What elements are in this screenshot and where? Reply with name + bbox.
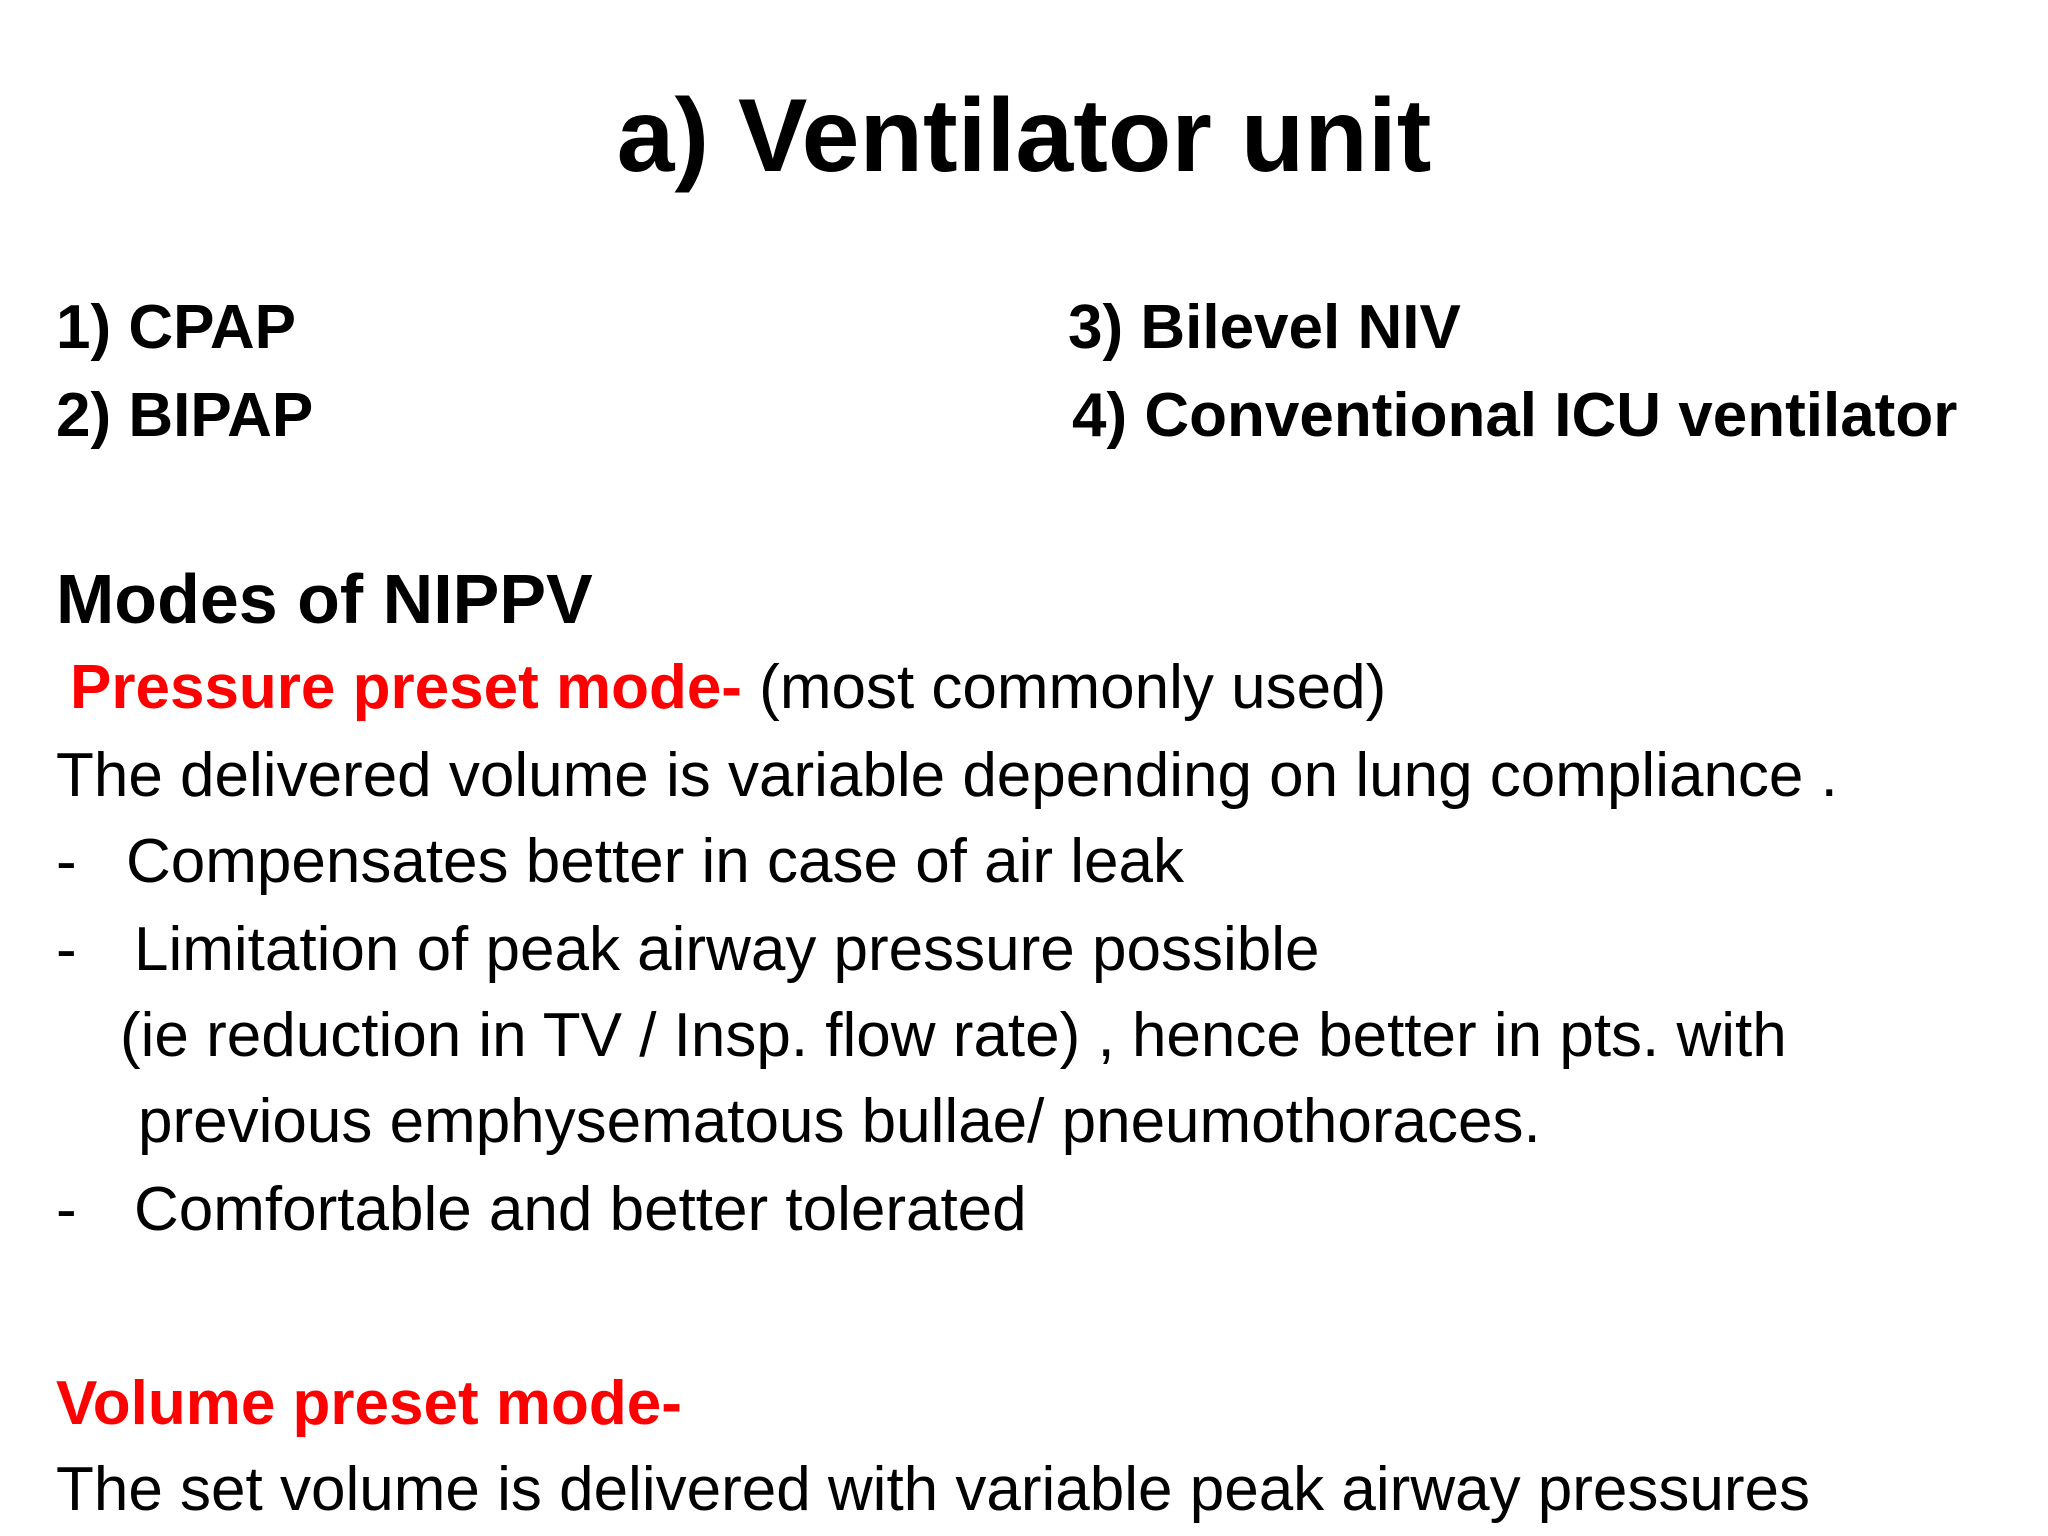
bullet-dash: - (56, 827, 77, 896)
pressure-continuation-1: (ie reduction in TV / Insp. flow rate) , hence better in pts. with (120, 1001, 1787, 1070)
pressure-mode-label: Pressure preset mode- (70, 653, 742, 722)
bullet-text: Comfortable and better tolerated (134, 1175, 1027, 1244)
volume-mode-description: The set volume is delivered with variable peak airway pressures (56, 1455, 1811, 1524)
bullet-peak-pressure (56, 910, 1319, 990)
pressure-continuation-2: previous emphysematous bullae/ pneumothoraces. (138, 1087, 1541, 1156)
bullet-text: Compensates better in case of air leak (126, 827, 1184, 896)
unit-type-bipap: 2) BIPAP (56, 381, 314, 450)
pressure-mode-note: (most commonly used) (741, 653, 1387, 722)
bullet-air-leak (56, 822, 1184, 902)
unit-type-cpap: 1) CPAP (56, 293, 297, 362)
volume-mode-label: Volume preset mode- (56, 1369, 682, 1438)
slide-title: a) Ventilator unit (616, 78, 1432, 194)
unit-type-conventional-icu: 4) Conventional ICU ventilator (1072, 381, 1958, 450)
unit-type-bilevel-niv: 3) Bilevel NIV (1068, 293, 1461, 362)
modes-heading: Modes of NIPPV (56, 560, 593, 638)
bullet-text: Limitation of peak airway pressure possible (134, 915, 1320, 984)
bullet-dash: - (56, 915, 77, 984)
bullet-dash: - (56, 1175, 77, 1244)
bullet-comfortable (56, 1170, 1027, 1250)
pressure-mode-line (70, 648, 1386, 728)
pressure-mode-description: The delivered volume is variable depending on lung compliance . (56, 741, 1838, 810)
